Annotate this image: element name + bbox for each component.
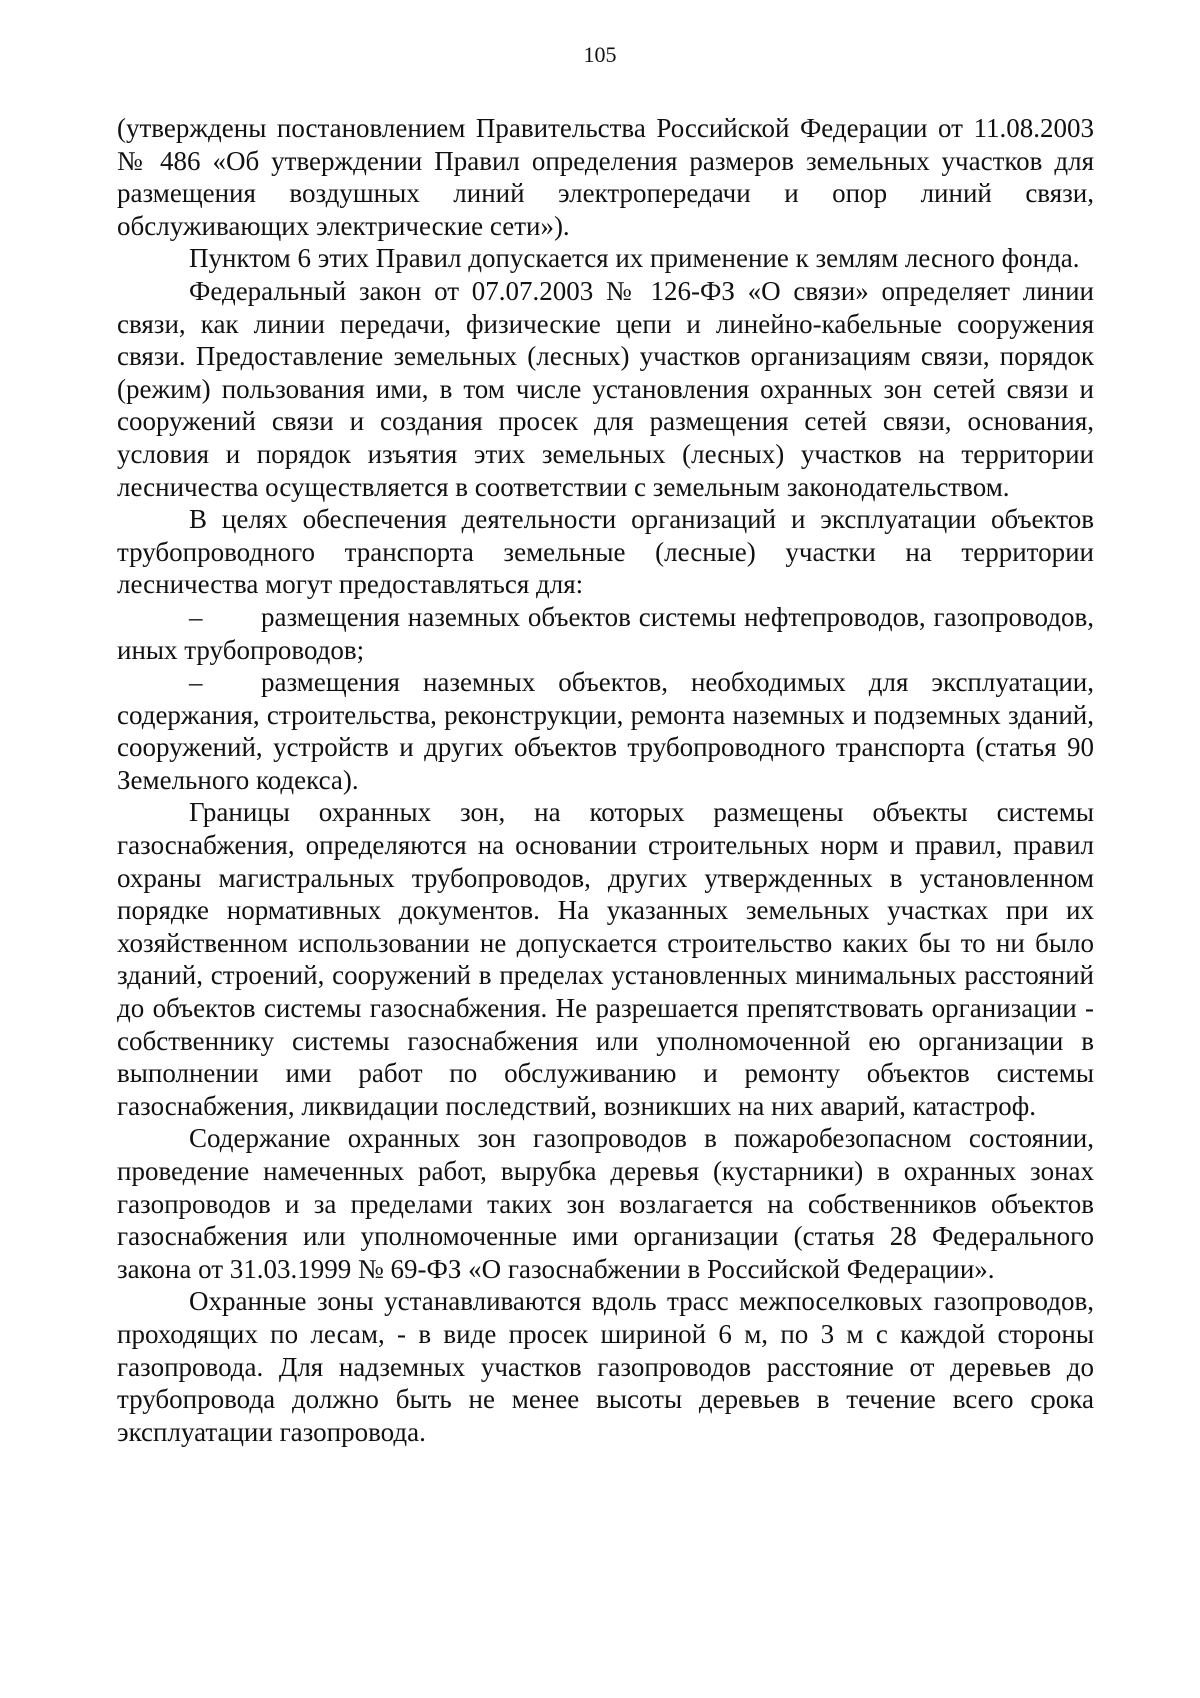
list-item-ground-objects [117,601,1094,666]
document-body [117,112,1094,1448]
paragraph-communications-law: Федеральный закон от 07.07.2003 № 126-ФЗ «О связи» определяет линии связи, как линии передачи, физические цепи и линейно-кабельные сооружения связи. Предоставление земельных (лесных) участков организациям связи, порядок (режим) пользования ими, в том числе установления охранных зон сетей связи и сооружений связи и создания просек для размещения сетей связи, основания, условия и порядок изъятия этих земельных (лесных) участков на территории лесничества осуществляется в соответствии с земельным законодательством. [117,275,1094,502]
list-item-operation-objects [117,666,1094,796]
list-item-text: размещения наземных объектов, необходимых для эксплуатации, содержания, строительства, реконструкции, ремонта наземных и подземных зданий, сооружений, устройств и других объектов трубопроводного транспорта (статья 90 Земельного кодекса). [117,667,1094,795]
list-item-text: размещения наземных объектов системы нефтепроводов, газопроводов, иных трубопроводов; [117,601,1094,665]
list-dash: – [189,601,203,632]
list-dash: – [189,667,203,698]
paragraph-continuation: (утверждены постановлением Правительства Российской Федерации от 11.08.2003 № 486 «Об утверждении Правил определения размеров земельных участков для размещения воздушных линий электропередачи и опор линий связи, обслуживающих электрические сети»). [117,113,1094,241]
paragraph-zone-width: Охранные зоны устанавливаются вдоль трасс межпоселковых газопроводов, проходящих по лесам, - в виде просек шириной 6 м, по 3 м с каждой стороны газопровода. Для надземных участков газопроводов расстояние от деревьев до трубопровода должно быть не менее высоты деревьев в течение всего срока эксплуатации газопровода. [117,1286,1094,1447]
paragraph-rules-application: Пунктом 6 этих Правил допускается их применение к землям лесного фонда. [189,243,1080,274]
paragraph-pipeline-transport: В целях обеспечения деятельности организаций и эксплуатации объектов трубопроводного транспорта земельные (лесные) участки на территории лесничества могут предоставляться для: [117,504,1094,600]
paragraph-zone-maintenance: Содержание охранных зон газопроводов в пожаробезопасном состоянии, проведение намеченных работ, вырубка деревья (кустарники) в охранных зонах газопроводов и за пределами таких зон возлагается на собственников объектов газоснабжения или уполномоченные ими организации (статья 28 Федерального закона от 31.03.1999 № 69-ФЗ «О газоснабжении в Российской Федерации». [117,1123,1094,1284]
paragraph-protected-zones: Границы охранных зон, на которых размещены объекты системы газоснабжения, определяются на основании строительных норм и правил, правил охраны магистральных трубопроводов, других утвержденных в установленном порядке нормативных документов. На указанных земельных участках при их хозяйственном использовании не допускается строительство каких бы то ни было зданий, строений, сооружений в пределах установленных минимальных расстояний до объектов системы газоснабжения. Не разрешается препятствовать организации - собственнику системы газоснабжения или уполномоченной ею организации в выполнении ими работ по обслуживанию и ремонту объектов системы газоснабжения, ликвидации последствий, возникших на них аварий, катастроф. [117,797,1094,1121]
page-number: 105 [583,42,617,67]
